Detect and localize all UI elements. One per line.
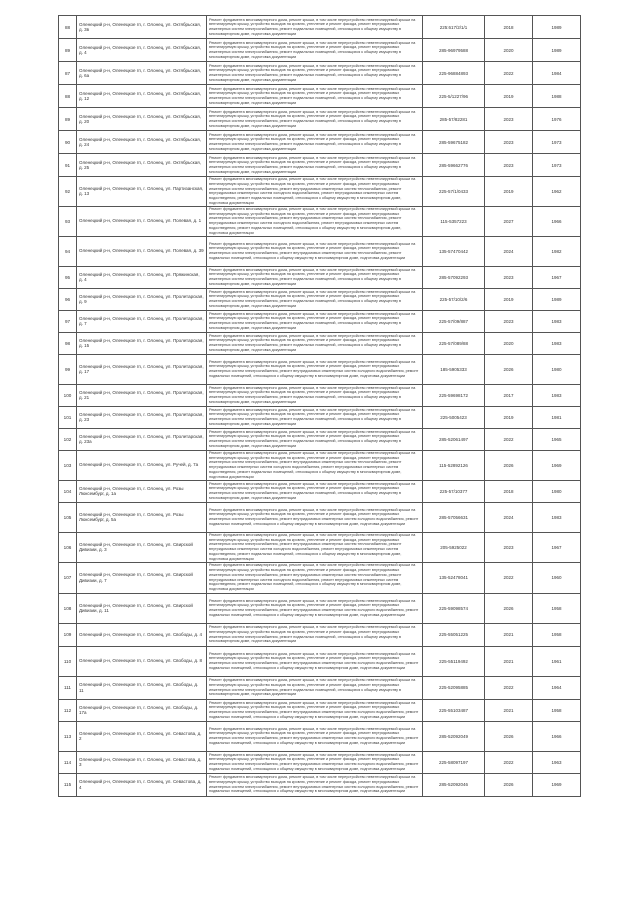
house-address-cell: Оленецкий р-н, Оленецкое гп, г. Олонец, ул. Свободы, д. 4 [77, 623, 207, 646]
repair-works-cell: Ремонт фундамента многоквартирного дома, ремонт крыши, в том числе переустройство невентилируемой крыши на вентилируемую крышу, устройство выходов на кровлю, утепление и ремонт фасада, ремонт внутридомовых инженерных систем электроснабжения, ремонт внутридомовых инженерных систем теплоснабжения, ремонт внутридомовых инженерных систем холодного водоснабжения, ремонт внутридомовых инженерных систем водоотведения, ремонт подвальных помещений, относящихся к общему имуществу в многоквартирном доме, подготовка документации [207, 177, 423, 207]
house-address-cell: Оленецкий р-н, Оленецкое гп, г. Олонец, ул. Пролетарская, д. 23а [77, 428, 207, 450]
planned-year-cell: 2019 [485, 177, 533, 207]
table-row [59, 384, 581, 406]
repair-works-cell: Ремонт фундамента многоквартирного дома, ремонт крыши, в том числе переустройство невентилируемой крыши на вентилируемую крышу, устройство выходов на кровлю, утепление и ремонт фасада, ремонт внутридомовых инженерных систем электроснабжения, ремонт подвальных помещений, относящихся к общему имуществу в многоквартирном доме, подготовка документации [207, 623, 423, 646]
planned-year-cell: 2022 [485, 428, 533, 450]
cadastral-number-cell: 225-58097197 [423, 751, 485, 773]
house-address-cell: Оленецкий р-н, Оленецкое гп, г. Олонец, ул. Октябрьская, д. 25 [77, 154, 207, 177]
cadastral-number-cell: 285-57056631 [423, 502, 485, 532]
row-number-cell: 114 [59, 751, 77, 773]
cadastral-number-cell: 225:617/2/1/1 [423, 16, 485, 39]
planned-year-cell: 2026 [485, 773, 533, 796]
construction-year-cell: 1973 [533, 131, 581, 154]
row-number-cell: 89 [59, 39, 77, 62]
house-address-cell: Оленецкий р-н, Оленецкое гп, г. Олонец, ул. Полевая, д. 1 [77, 206, 207, 236]
construction-year-cell: 1983 [533, 384, 581, 406]
construction-year-cell: 1958 [533, 699, 581, 721]
construction-year-cell: 1965 [533, 428, 581, 450]
table-row [59, 332, 581, 354]
construction-year-cell: 1981 [533, 406, 581, 428]
planned-year-cell: 2023 [485, 310, 533, 332]
cadastral-number-cell: 225-55103487 [423, 699, 485, 721]
planned-year-cell: 2023 [485, 131, 533, 154]
house-address-cell: Оленецкий р-н, Оленецкое гп, г. Олонец, ул. Свободы, д. 17а [77, 699, 207, 721]
table-row [59, 108, 581, 131]
cadastral-number-cell: 285-59662776 [423, 154, 485, 177]
repair-works-cell: Ремонт фундамента многоквартирного дома, ремонт крыши, в том числе переустройство невентилируемой крыши на вентилируемую крышу, устройство выходов на кровлю, утепление и ремонт фасада, ремонт внутридомовых инженерных систем электроснабжения, ремонт внутридомовых инженерных систем холодного водоснабжения, ремонт подвальных помещений, относящихся к общему имуществу в многоквартирном доме, подготовка документации [207, 721, 423, 751]
row-number-cell: 90 [59, 131, 77, 154]
construction-year-cell: 1966 [533, 721, 581, 751]
cadastral-number-cell: 285-52061497 [423, 428, 485, 450]
registry-table-body [59, 16, 581, 797]
repair-works-cell: Ремонт фундамента многоквартирного дома, ремонт крыши, в том числе переустройство невентилируемой крыши на вентилируемую крышу, устройство выходов на кровлю, утепление и ремонт фасада, ремонт внутридомовых инженерных систем электроснабжения, ремонт внутридомовых инженерных систем холодного водоснабжения, ремонт подвальных помещений, относящихся к общему имуществу в многоквартирном доме, подготовка документации [207, 699, 423, 721]
table-row [59, 206, 581, 236]
row-number-cell: 88 [59, 16, 77, 39]
house-address-cell: Оленецкий р-н, Оленецкое гп, г. Олонец, ул. Октябрьская, д. 6а [77, 62, 207, 85]
repair-works-cell: Ремонт фундамента многоквартирного дома, ремонт крыши, в том числе переустройство невентилируемой крыши на вентилируемую крышу, устройство выходов на кровлю, утепление и ремонт фасада, ремонт внутридомовых инженерных систем электроснабжения, ремонт внутридомовых инженерных систем теплоснабжения, ремонт внутридомовых инженерных систем холодного водоснабжения, ремонт внутридомовых инженерных систем водоотведения, ремонт подвальных помещений, относящихся к общему имуществу в многоквартирном доме, подготовка документации [207, 532, 423, 562]
construction-year-cell: 1969 [533, 773, 581, 796]
construction-year-cell: 1989 [533, 39, 581, 62]
cadastral-number-cell: 115-52892126 [423, 450, 485, 480]
row-number-cell: 91 [59, 154, 77, 177]
house-address-cell: Оленецкий р-н, Оленецкое гп, г. Олонец, ул. Пролетарская, д. 23 [77, 406, 207, 428]
planned-year-cell: 2026 [485, 450, 533, 480]
construction-year-cell: 1967 [533, 266, 581, 288]
repair-works-cell: Ремонт фундамента многоквартирного дома, ремонт крыши, в том числе переустройство невентилируемой крыши на вентилируемую крышу, устройство выходов на кровлю, утепление и ремонт фасада, ремонт внутридомовых инженерных систем электроснабжения, ремонт внутридомовых инженерных систем холодного водоснабжения, ремонт подвальных помещений, относящихся к общему имуществу в многоквартирном доме, подготовка документации [207, 751, 423, 773]
row-number-cell: 112 [59, 699, 77, 721]
table-row [59, 288, 581, 310]
repair-works-cell: Ремонт фундамента многоквартирного дома, ремонт крыши, в том числе переустройство невентилируемой крыши на вентилируемую крышу, устройство выходов на кровлю, утепление и ремонт фасада, ремонт внутридомовых инженерных систем электроснабжения, ремонт внутридомовых инженерных систем теплоснабжения, ремонт внутридомовых инженерных систем холодного водоснабжения, ремонт внутридомовых инженерных систем водоотведения, ремонт подвальных помещений, относящихся к общему имуществу в многоквартирном доме, подготовка документации [207, 450, 423, 480]
construction-year-cell: 1973 [533, 154, 581, 177]
cadastral-number-cell: 225-96884893 [423, 62, 485, 85]
planned-year-cell: 2026 [485, 354, 533, 384]
construction-year-cell: 1969 [533, 450, 581, 480]
construction-year-cell: 1983 [533, 310, 581, 332]
table-row [59, 39, 581, 62]
planned-year-cell: 2022 [485, 751, 533, 773]
table-row [59, 480, 581, 502]
construction-year-cell: 1983 [533, 332, 581, 354]
planned-year-cell: 2020 [485, 332, 533, 354]
construction-year-cell: 1964 [533, 676, 581, 699]
table-row [59, 177, 581, 207]
cadastral-number-cell: 225-59698172 [423, 384, 485, 406]
planned-year-cell: 2019 [485, 406, 533, 428]
registry-sheet [58, 15, 580, 797]
planned-year-cell: 2024 [485, 502, 533, 532]
table-row [59, 310, 581, 332]
table-row [59, 699, 581, 721]
repair-works-cell: Ремонт фундамента многоквартирного дома, ремонт крыши, в том числе переустройство невентилируемой крыши на вентилируемую крышу, устройство выходов на кровлю, утепление и ремонт фасада, ремонт внутридомовых инженерных систем электроснабжения, ремонт подвальных помещений, относящихся к общему имуществу в многоквартирном доме, подготовка документации [207, 16, 423, 39]
cadastral-number-cell: 225-57/09/887 [423, 310, 485, 332]
planned-year-cell: 2021 [485, 646, 533, 676]
table-row [59, 266, 581, 288]
housing-repair-registry-table [58, 15, 581, 797]
planned-year-cell: 2022 [485, 562, 533, 593]
house-address-cell: Оленецкий р-н, Оленецкое гп, г. Олонец, ул. Розы Люксембург, д. 5а [77, 502, 207, 532]
row-number-cell: 87 [59, 62, 77, 85]
row-number-cell: 101 [59, 406, 77, 428]
row-number-cell: 88 [59, 85, 77, 108]
house-address-cell: Оленецкий р-н, Оленецкое гп, г. Олонец, ул. Севастова, д. 2 [77, 721, 207, 751]
repair-works-cell: Ремонт фундамента многоквартирного дома, ремонт крыши, в том числе переустройство невентилируемой крыши на вентилируемую крышу, устройство выходов на кровлю, утепление и ремонт фасада, ремонт внутридомовых инженерных систем электроснабжения, ремонт подвальных помещений, относящихся к общему имуществу в многоквартирном доме, подготовка документации [207, 332, 423, 354]
table-row [59, 623, 581, 646]
cadastral-number-cell: 225-52095885 [423, 676, 485, 699]
row-number-cell: 107 [59, 562, 77, 593]
planned-year-cell: 2020 [485, 39, 533, 62]
repair-works-cell: Ремонт фундамента многоквартирного дома, ремонт крыши, в том числе переустройство невентилируемой крыши на вентилируемую крышу, устройство выходов на кровлю, утепление и ремонт фасада, ремонт внутридомовых инженерных систем электроснабжения, ремонт внутридомовых инженерных систем холодного водоснабжения, ремонт подвальных помещений, относящихся к общему имуществу в многоквартирном доме, подготовка документации [207, 646, 423, 676]
planned-year-cell: 2022 [485, 62, 533, 85]
construction-year-cell: 1989 [533, 288, 581, 310]
construction-year-cell: 1988 [533, 85, 581, 108]
table-row [59, 646, 581, 676]
table-row [59, 131, 581, 154]
table-row [59, 502, 581, 532]
cadastral-number-cell: 225-59098574 [423, 593, 485, 623]
house-address-cell: Оленецкий р-н, Оленецкое гп, г. Олонец, ул. Свирской Дивизии, д. 3 [77, 532, 207, 562]
repair-works-cell: Ремонт фундамента многоквартирного дома, ремонт крыши, в том числе переустройство невентилируемой крыши на вентилируемую крышу, устройство выходов на кровлю, утепление и ремонт фасада, ремонт внутридомовых инженерных систем электроснабжения, ремонт внутридомовых инженерных систем холодного водоснабжения, ремонт подвальных помещений, относящихся к общему имуществу в многоквартирном доме, подготовка документации [207, 354, 423, 384]
repair-works-cell: Ремонт фундамента многоквартирного дома, ремонт крыши, в том числе переустройство невентилируемой крыши на вентилируемую крышу, устройство выходов на кровлю, утепление и ремонт фасада, ремонт внутридомовых инженерных систем электроснабжения, ремонт подвальных помещений, относящихся к общему имуществу в многоквартирном доме, подготовка документации [207, 310, 423, 332]
cadastral-number-cell: 225-57/10377 [423, 480, 485, 502]
cadastral-number-cell: 225-57/089/88 [423, 332, 485, 354]
row-number-cell: 104 [59, 480, 77, 502]
row-number-cell: 103 [59, 450, 77, 480]
cadastral-number-cell: 225-5005423 [423, 406, 485, 428]
house-address-cell: Оленецкий р-н, Оленецкое гп, г. Олонец, ул. Партизанская, д. 13 [77, 177, 207, 207]
cadastral-number-cell: 115-5357223 [423, 206, 485, 236]
cadastral-number-cell: 225-57/10/2/6 [423, 288, 485, 310]
construction-year-cell: 1966 [533, 206, 581, 236]
cadastral-number-cell: 285-59675182 [423, 131, 485, 154]
row-number-cell: 97 [59, 310, 77, 332]
house-address-cell: Оленецкий р-н, Оленецкое гп, г. Олонец, ул. Севастова, д. 4 [77, 773, 207, 796]
cadastral-number-cell: 285-57092293 [423, 266, 485, 288]
planned-year-cell: 2019 [485, 85, 533, 108]
planned-year-cell: 2023 [485, 532, 533, 562]
row-number-cell: 113 [59, 721, 77, 751]
row-number-cell: 110 [59, 646, 77, 676]
repair-works-cell: Ремонт фундамента многоквартирного дома, ремонт крыши, в том числе переустройство невентилируемой крыши на вентилируемую крышу, устройство выходов на кровлю, утепление и ремонт фасада, ремонт внутридомовых инженерных систем электроснабжения, ремонт подвальных помещений, относящихся к общему имуществу в многоквартирном доме, подготовка документации [207, 266, 423, 288]
construction-year-cell: 1967 [533, 532, 581, 562]
row-number-cell: 102 [59, 428, 77, 450]
house-address-cell: Оленецкий р-н, Оленецкое гп, г. Олонец, ул. Пряжинская, д. 4 [77, 266, 207, 288]
cadastral-number-cell: 285-52092046 [423, 773, 485, 796]
planned-year-cell: 2023 [485, 108, 533, 131]
construction-year-cell: 1961 [533, 646, 581, 676]
row-number-cell: 108 [59, 593, 77, 623]
table-row [59, 532, 581, 562]
construction-year-cell: 1980 [533, 354, 581, 384]
house-address-cell: Оленецкий р-н, Оленецкое гп, г. Олонец, ул. Свирской Дивизии, д. 7 [77, 562, 207, 593]
repair-works-cell: Ремонт фундамента многоквартирного дома, ремонт крыши, в том числе переустройство невентилируемой крыши на вентилируемую крышу, устройство выходов на кровлю, утепление и ремонт фасада, ремонт внутридомовых инженерных систем электроснабжения, ремонт подвальных помещений, относящихся к общему имуществу в многоквартирном доме, подготовка документации [207, 85, 423, 108]
house-address-cell: Оленецкий р-н, Оленецкое гп, г. Олонец, ул. Пролетарская, д. 9 [77, 288, 207, 310]
house-address-cell: Оленецкий р-н, Оленецкое гп, г. Олонец, ул. Пролетарская, д. 15 [77, 332, 207, 354]
repair-works-cell: Ремонт фундамента многоквартирного дома, ремонт крыши, в том числе переустройство невентилируемой крыши на вентилируемую крышу, устройство выходов на кровлю, утепление и ремонт фасада, ремонт внутридомовых инженерных систем электроснабжения, ремонт внутридомовых инженерных систем холодного водоснабжения, ремонт подвальных помещений, относящихся к общему имуществу в многоквартирном доме, подготовка документации [207, 502, 423, 532]
table-row [59, 593, 581, 623]
planned-year-cell: 2021 [485, 623, 533, 646]
cadastral-number-cell: 285-52092049 [423, 721, 485, 751]
house-address-cell: Оленецкий р-н, Оленецкое гп, г. Олонец, ул. Полевая, д. 39 [77, 236, 207, 266]
table-row [59, 428, 581, 450]
cadastral-number-cell: 285-57/82281 [423, 108, 485, 131]
construction-year-cell: 1960 [533, 562, 581, 593]
table-row [59, 721, 581, 751]
table-row [59, 154, 581, 177]
row-number-cell: 94 [59, 236, 77, 266]
planned-year-cell: 2023 [485, 266, 533, 288]
house-address-cell: Оленецкий р-н, Оленецкое гп, г. Олонец, ул. Пролетарская, д. 21 [77, 384, 207, 406]
planned-year-cell: 2017 [485, 384, 533, 406]
row-number-cell: 93 [59, 206, 77, 236]
cadastral-number-cell: 225-55051225 [423, 623, 485, 646]
construction-year-cell: 1984 [533, 62, 581, 85]
planned-year-cell: 2019 [485, 288, 533, 310]
row-number-cell: 105 [59, 502, 77, 532]
planned-year-cell: 2021 [485, 699, 533, 721]
row-number-cell: 89 [59, 108, 77, 131]
house-address-cell: Оленецкий р-н, Оленецкое гп, г. Олонец, ул. Октябрьская, д. 20 [77, 108, 207, 131]
planned-year-cell: 2027 [485, 206, 533, 236]
table-row [59, 236, 581, 266]
row-number-cell: 100 [59, 384, 77, 406]
cadastral-number-cell: 225-5/1227/96 [423, 85, 485, 108]
cadastral-number-cell: 135-52478041 [423, 562, 485, 593]
repair-works-cell: Ремонт фундамента многоквартирного дома, ремонт крыши, в том числе переустройство невентилируемой крыши на вентилируемую крышу, устройство выходов на кровлю, утепление и ремонт фасада, ремонт внутридомовых инженерных систем электроснабжения, ремонт подвальных помещений, относящихся к общему имуществу в многоквартирном доме, подготовка документации [207, 480, 423, 502]
construction-year-cell: 1962 [533, 177, 581, 207]
table-row [59, 450, 581, 480]
table-row [59, 406, 581, 428]
cadastral-number-cell: 225-55119492 [423, 646, 485, 676]
repair-works-cell: Ремонт фундамента многоквартирного дома, ремонт крыши, в том числе переустройство невентилируемой крыши на вентилируемую крышу, устройство выходов на кровлю, утепление и ремонт фасада, ремонт внутридомовых инженерных систем электроснабжения, ремонт внутридомовых инженерных систем холодного водоснабжения, ремонт подвальных помещений, относящихся к общему имуществу в многоквартирном доме, подготовка документации [207, 593, 423, 623]
table-row [59, 562, 581, 593]
row-number-cell: 109 [59, 623, 77, 646]
row-number-cell: 95 [59, 266, 77, 288]
house-address-cell: Оленецкий р-н, Оленецкое гп, г. Олонец, ул. Октябрьская, д. 12 [77, 85, 207, 108]
row-number-cell: 92 [59, 177, 77, 207]
table-row [59, 751, 581, 773]
cadastral-number-cell: 185-5905333 [423, 354, 485, 384]
repair-works-cell: Ремонт фундамента многоквартирного дома, ремонт крыши, в том числе переустройство невентилируемой крыши на вентилируемую крышу, устройство выходов на кровлю, утепление и ремонт фасада, ремонт внутридомовых инженерных систем электроснабжения, ремонт подвальных помещений, относящихся к общему имуществу в многоквартирном доме, подготовка документации [207, 154, 423, 177]
row-number-cell: 99 [59, 354, 77, 384]
repair-works-cell: Ремонт фундамента многоквартирного дома, ремонт крыши, в том числе переустройство невентилируемой крыши на вентилируемую крышу, устройство выходов на кровлю, утепление и ремонт фасада, ремонт внутридомовых инженерных систем электроснабжения, ремонт подвальных помещений, относящихся к общему имуществу в многоквартирном доме, подготовка документации [207, 384, 423, 406]
planned-year-cell: 2026 [485, 593, 533, 623]
cadastral-number-cell: 135-57470442 [423, 236, 485, 266]
planned-year-cell: 2023 [485, 154, 533, 177]
house-address-cell: Оленецкий р-н, Оленецкое гп, г. Олонец, ул. Октябрьская, д. 4 [77, 39, 207, 62]
repair-works-cell: Ремонт фундамента многоквартирного дома, ремонт крыши, в том числе переустройство невентилируемой крыши на вентилируемую крышу, устройство выходов на кровлю, утепление и ремонт фасада, ремонт внутридомовых инженерных систем электроснабжения, ремонт внутридомовых инженерных систем холодного водоснабжения, ремонт подвальных помещений, относящихся к общему имуществу в многоквартирном доме, подготовка документации [207, 773, 423, 796]
construction-year-cell: 1980 [533, 480, 581, 502]
house-address-cell: Оленецкий р-н, Оленецкое гп, г. Олонец, ул. Свирской Дивизии, д. 11 [77, 593, 207, 623]
house-address-cell: Оленецкий р-н, Оленецкое гп, г. Олонец, ул. Розы Люксембург, д. 1а [77, 480, 207, 502]
planned-year-cell: 2024 [485, 236, 533, 266]
row-number-cell: 98 [59, 332, 77, 354]
row-number-cell: 111 [59, 676, 77, 699]
table-row [59, 62, 581, 85]
house-address-cell: Оленецкий р-н, Оленецкое гп, г. Олонец, ул. Свободы, д. 11 [77, 676, 207, 699]
repair-works-cell: Ремонт фундамента многоквартирного дома, ремонт крыши, в том числе переустройство невентилируемой крыши на вентилируемую крышу, устройство выходов на кровлю, утепление и ремонт фасада, ремонт внутридомовых инженерных систем электроснабжения, ремонт внутридомовых инженерных систем теплоснабжения, ремонт внутридомовых инженерных систем холодного водоснабжения, ремонт внутридомовых инженерных систем водоотведения, ремонт подвальных помещений, относящихся к общему имуществу в многоквартирном доме, подготовка документации [207, 562, 423, 593]
table-row [59, 354, 581, 384]
repair-works-cell: Ремонт фундамента многоквартирного дома, ремонт крыши, в том числе переустройство невентилируемой крыши на вентилируемую крышу, устройство выходов на кровлю, утепление и ремонт фасада, ремонт внутридомовых инженерных систем электроснабжения, ремонт подвальных помещений, относящихся к общему имуществу в многоквартирном доме, подготовка документации [207, 406, 423, 428]
repair-works-cell: Ремонт фундамента многоквартирного дома, ремонт крыши, в том числе переустройство невентилируемой крыши на вентилируемую крышу, устройство выходов на кровлю, утепление и ремонт фасада, ремонт внутридомовых инженерных систем электроснабжения, ремонт подвальных помещений, относящихся к общему имуществу в многоквартирном доме, подготовка документации [207, 288, 423, 310]
house-address-cell: Оленецкий р-н, Оленецкое гп, г. Олонец, ул. Октябрьская, д. 3в [77, 16, 207, 39]
repair-works-cell: Ремонт фундамента многоквартирного дома, ремонт крыши, в том числе переустройство невентилируемой крыши на вентилируемую крышу, устройство выходов на кровлю, утепление и ремонт фасада, ремонт внутридомовых инженерных систем электроснабжения, ремонт подвальных помещений, относящихся к общему имуществу в многоквартирном доме, подготовка документации [207, 108, 423, 131]
house-address-cell: Оленецкий р-н, Оленецкое гп, г. Олонец, ул. Октябрьская, д. 24 [77, 131, 207, 154]
house-address-cell: Оленецкий р-н, Оленецкое гп, г. Олонец, ул. Ручей, д. 7а [77, 450, 207, 480]
house-address-cell: Оленецкий р-н, Оленецкое гп, г. Олонец, ул. Пролетарская, д. 17 [77, 354, 207, 384]
construction-year-cell: 1976 [533, 108, 581, 131]
construction-year-cell: 1958 [533, 593, 581, 623]
table-row [59, 85, 581, 108]
construction-year-cell: 1958 [533, 623, 581, 646]
repair-works-cell: Ремонт фундамента многоквартирного дома, ремонт крыши, в том числе переустройство невентилируемой крыши на вентилируемую крышу, устройство выходов на кровлю, утепление и ремонт фасада, ремонт внутридомовых инженерных систем электроснабжения, ремонт подвальных помещений, относящихся к общему имуществу в многоквартирном доме, подготовка документации [207, 39, 423, 62]
row-number-cell: 106 [59, 532, 77, 562]
house-address-cell: Оленецкий р-н, Оленецкое гп, г. Олонец, ул. Пролетарская, д. 7 [77, 310, 207, 332]
table-row [59, 773, 581, 796]
construction-year-cell: 1963 [533, 751, 581, 773]
house-address-cell: Оленецкий р-н, Оленецкое гп, г. Олонец, ул. Свободы, д. 8 [77, 646, 207, 676]
house-address-cell: Оленецкий р-н, Оленецкое гп, г. Олонец, ул. Севастова, д. 3 [77, 751, 207, 773]
construction-year-cell: 1982 [533, 236, 581, 266]
repair-works-cell: Ремонт фундамента многоквартирного дома, ремонт крыши, в том числе переустройство невентилируемой крыши на вентилируемую крышу, устройство выходов на кровлю, утепление и ремонт фасада, ремонт внутридомовых инженерных систем электроснабжения, ремонт внутридомовых инженерных систем теплоснабжения, ремонт подвальных помещений, относящихся к общему имуществу в многоквартирном доме, подготовка документации [207, 236, 423, 266]
repair-works-cell: Ремонт фундамента многоквартирного дома, ремонт крыши, в том числе переустройство невентилируемой крыши на вентилируемую крышу, устройство выходов на кровлю, утепление и ремонт фасада, ремонт внутридомовых инженерных систем электроснабжения, ремонт внутридомовых инженерных систем теплоснабжения, ремонт внутридомовых инженерных систем холодного водоснабжения, ремонт внутридомовых инженерных систем водоотведения, ремонт подвальных помещений, относящихся к общему имуществу в многоквартирном доме, подготовка документации [207, 206, 423, 236]
planned-year-cell: 2026 [485, 721, 533, 751]
table-row [59, 16, 581, 39]
construction-year-cell: 1989 [533, 16, 581, 39]
cadastral-number-cell: 285-96979588 [423, 39, 485, 62]
cadastral-number-cell: 225-57/1/0433 [423, 177, 485, 207]
repair-works-cell: Ремонт фундамента многоквартирного дома, ремонт крыши, в том числе переустройство невентилируемой крыши на вентилируемую крышу, устройство выходов на кровлю, утепление и ремонт фасада, ремонт внутридомовых инженерных систем электроснабжения, ремонт подвальных помещений, относящихся к общему имуществу в многоквартирном доме, подготовка документации [207, 131, 423, 154]
planned-year-cell: 2018 [485, 16, 533, 39]
repair-works-cell: Ремонт фундамента многоквартирного дома, ремонт крыши, в том числе переустройство невентилируемой крыши на вентилируемую крышу, устройство выходов на кровлю, утепление и ремонт фасада, ремонт внутридомовых инженерных систем электроснабжения, ремонт подвальных помещений, относящихся к общему имуществу в многоквартирном доме, подготовка документации [207, 62, 423, 85]
row-number-cell: 96 [59, 288, 77, 310]
cadastral-number-cell: 205-5925022 [423, 532, 485, 562]
planned-year-cell: 2018 [485, 480, 533, 502]
table-row [59, 676, 581, 699]
repair-works-cell: Ремонт фундамента многоквартирного дома, ремонт крыши, в том числе переустройство невентилируемой крыши на вентилируемую крышу, устройство выходов на кровлю, утепление и ремонт фасада, ремонт внутридомовых инженерных систем электроснабжения, ремонт подвальных помещений, относящихся к общему имуществу в многоквартирном доме, подготовка документации [207, 676, 423, 699]
planned-year-cell: 2022 [485, 676, 533, 699]
row-number-cell: 115 [59, 773, 77, 796]
construction-year-cell: 1983 [533, 502, 581, 532]
repair-works-cell: Ремонт фундамента многоквартирного дома, ремонт крыши, в том числе переустройство невентилируемой крыши на вентилируемую крышу, устройство выходов на кровлю, утепление и ремонт фасада, ремонт внутридомовых инженерных систем электроснабжения, ремонт подвальных помещений, относящихся к общему имуществу в многоквартирном доме, подготовка документации [207, 428, 423, 450]
